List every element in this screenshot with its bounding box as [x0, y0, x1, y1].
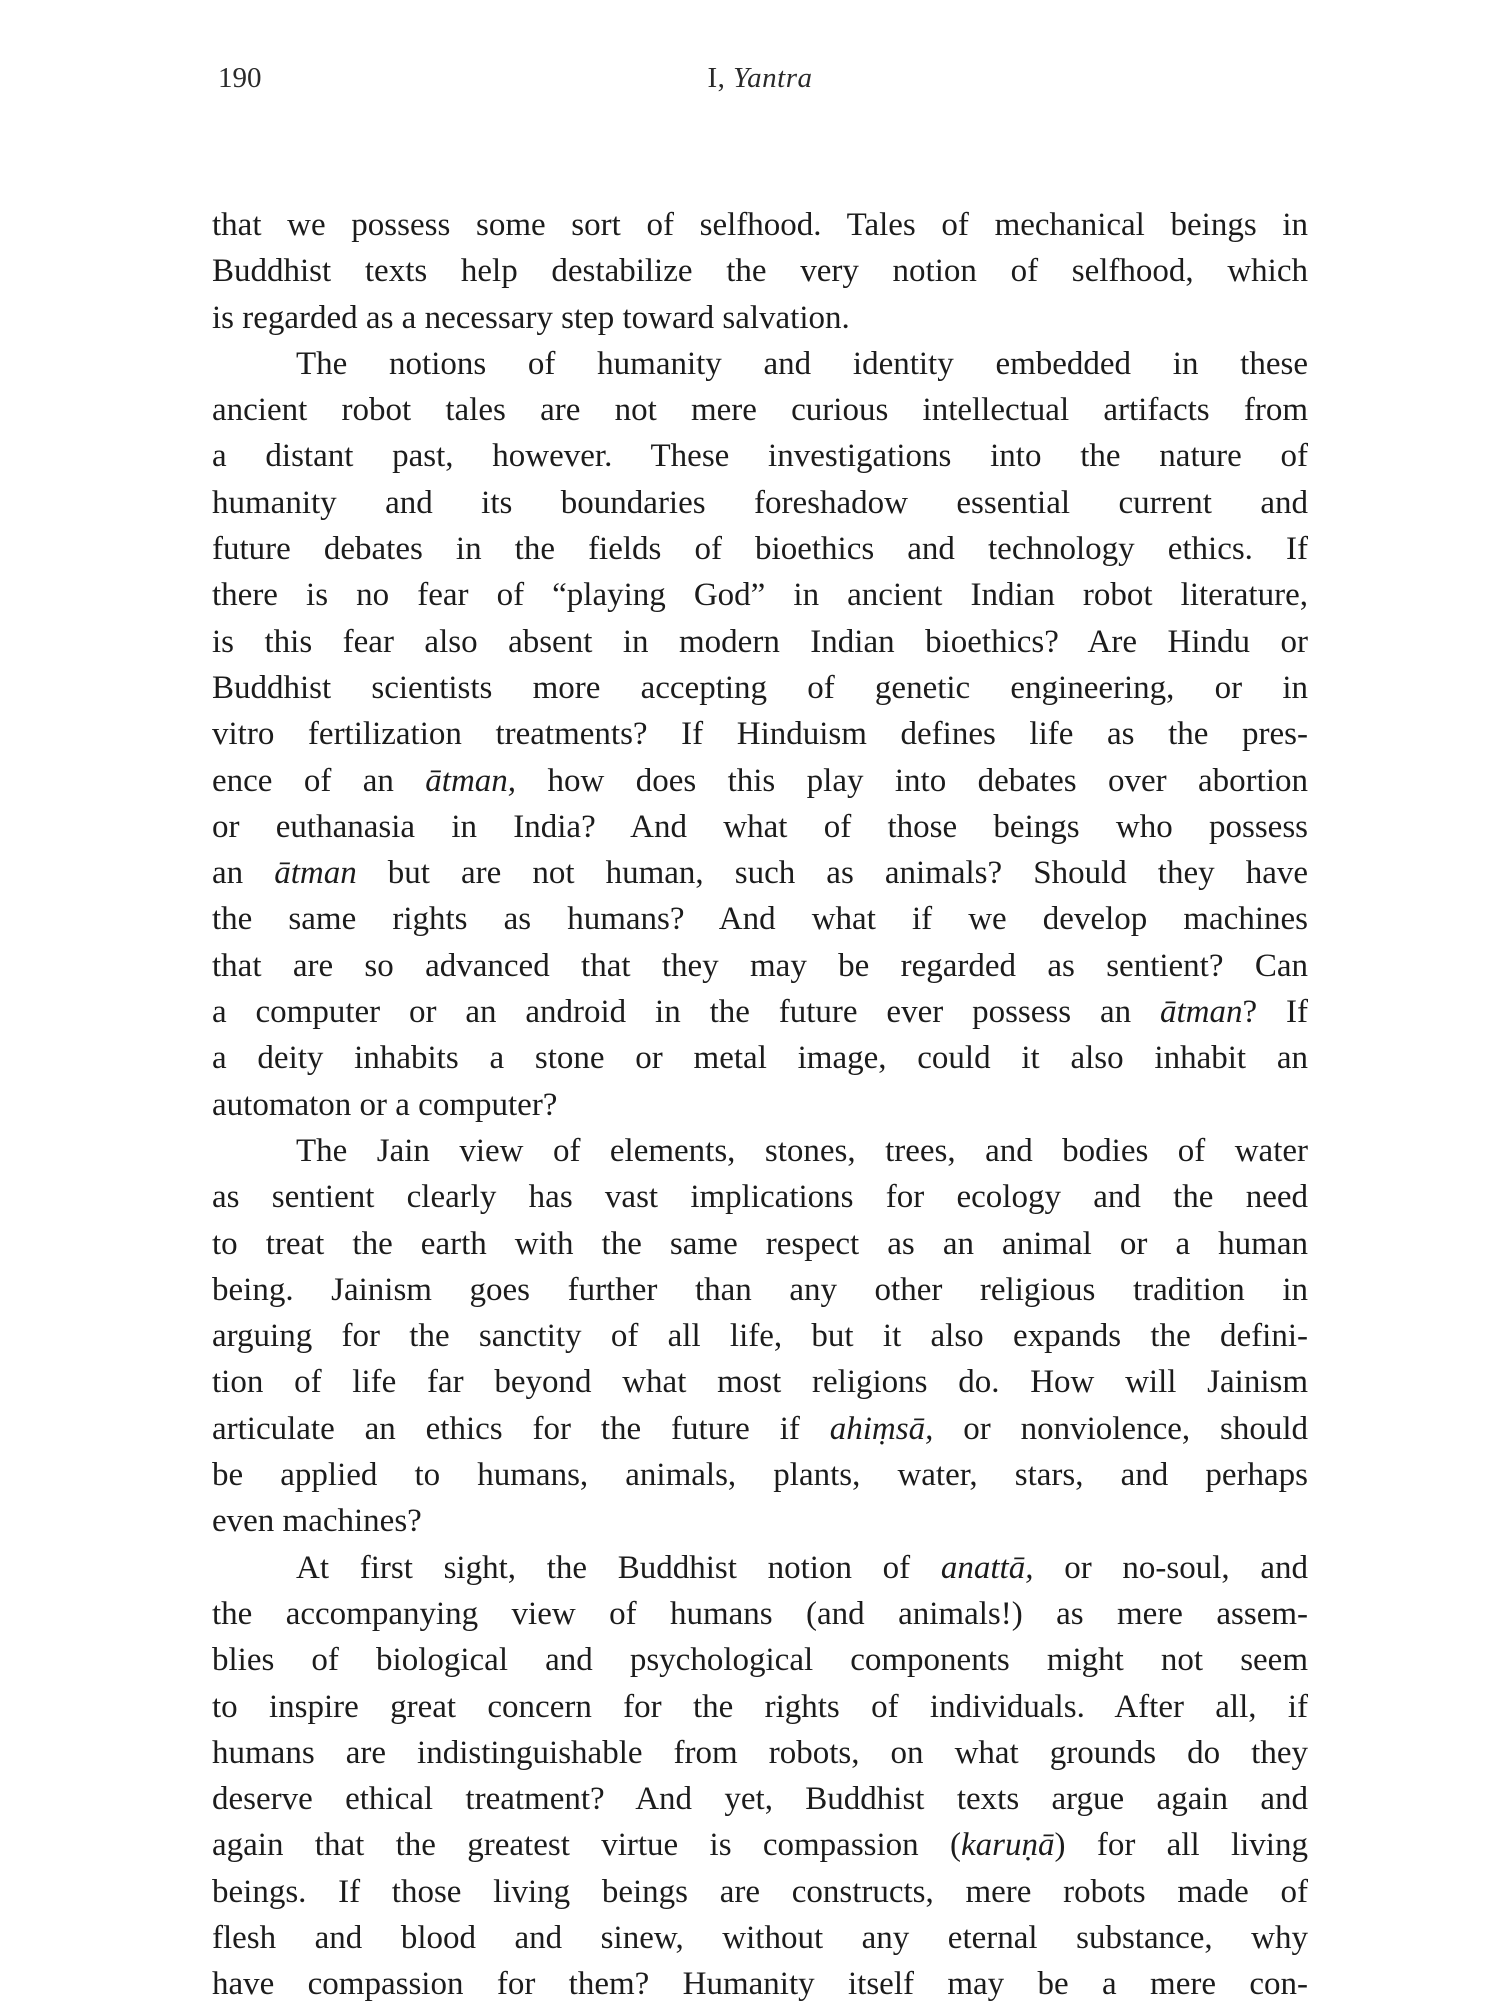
text-line: [212, 1776, 1308, 1822]
text-segment: Buddhist scientists more accepting of genetic engineering, or in: [212, 669, 1308, 706]
text-line: [212, 1915, 1308, 1961]
text-segment: The notions of humanity and identity embedded in these: [296, 345, 1308, 382]
text-line: [212, 665, 1308, 711]
text-segment: humans are indistinguishable from robots, on what grounds do they: [212, 1734, 1308, 1771]
text-line: [212, 1822, 1308, 1868]
text-segment: or nonviolence, should: [933, 1410, 1308, 1447]
text-segment: ) for all living: [1054, 1827, 1308, 1864]
text-segment: automaton or a computer?: [212, 1086, 558, 1123]
text-segment: a distant past, however. These investigations into the nature of: [212, 438, 1308, 475]
text-line: [212, 1730, 1308, 1776]
text-segment: a deity inhabits a stone or metal image, could it also inhabit an: [212, 1040, 1308, 1077]
book-title-prefix: I,: [707, 62, 734, 94]
italic-term: ātman,: [425, 762, 517, 799]
italic-term: ātman: [1160, 994, 1243, 1031]
text-line: [212, 1684, 1308, 1730]
text-line: [212, 989, 1308, 1035]
text-segment: tion of life far beyond what most religions do. How will Jainism: [212, 1364, 1308, 1401]
text-segment: have compassion for them? Humanity itself may be a mere con-: [212, 1966, 1308, 2003]
text-line: [212, 804, 1308, 850]
text-segment: to treat the earth with the same respect as an animal or a human: [212, 1225, 1308, 1262]
text-segment: is this fear also absent in modern Indian bioethics? Are Hindu or: [212, 623, 1308, 660]
body-text: [212, 202, 1308, 2008]
text-segment: At first sight, the Buddhist notion of: [296, 1549, 941, 1586]
text-segment: is regarded as a necessary step toward salvation.: [212, 299, 850, 336]
text-line: [212, 711, 1308, 757]
italic-term: karuṇā: [961, 1827, 1055, 1864]
text-segment: but are not human, such as animals? Should they have: [356, 855, 1308, 892]
book-title: [212, 52, 1308, 104]
italic-term: anattā,: [940, 1549, 1034, 1586]
text-segment: or no-soul, and: [1033, 1549, 1308, 1586]
text-line: [212, 1221, 1308, 1267]
text-segment: how does this play into debates over abortion: [516, 762, 1308, 799]
text-line: [212, 433, 1308, 479]
text-segment: being. Jainism goes further than any other religious tradition in: [212, 1271, 1308, 1308]
text-segment: the accompanying view of humans (and animals!) as mere assem-: [212, 1595, 1308, 1632]
running-head: [212, 52, 1308, 104]
text-segment: blies of biological and psychological components might not seem: [212, 1642, 1308, 1679]
text-line: [212, 1174, 1308, 1220]
text-segment: The Jain view of elements, stones, trees, and bodies of water: [296, 1132, 1308, 1169]
text-line: [212, 619, 1308, 665]
text-line: [212, 202, 1308, 248]
text-line: [212, 1313, 1308, 1359]
text-line: [212, 1267, 1308, 1313]
text-segment: or euthanasia in India? And what of those beings who possess: [212, 808, 1308, 845]
text-line: [212, 1545, 1308, 1591]
text-segment: beings. If those living beings are constructs, mere robots made of: [212, 1873, 1308, 1910]
text-line: [212, 1406, 1308, 1452]
text-line: [212, 1637, 1308, 1683]
text-segment: future debates in the fields of bioethics and technology ethics. If: [212, 531, 1308, 568]
text-segment: ence of an: [212, 762, 426, 799]
text-segment: ? If: [1242, 994, 1308, 1031]
text-line: [212, 1869, 1308, 1915]
text-line: [212, 1359, 1308, 1405]
text-segment: to inspire great concern for the rights of individuals. After all, if: [212, 1688, 1308, 1725]
text-line: [212, 758, 1308, 804]
text-segment: arguing for the sanctity of all life, but it also expands the defini-: [212, 1318, 1308, 1355]
text-line: [212, 341, 1308, 387]
text-line: [212, 943, 1308, 989]
text-segment: as sentient clearly has vast implications for ecology and the need: [212, 1179, 1308, 1216]
text-segment: humanity and its boundaries foreshadow essential current and: [212, 484, 1308, 521]
text-segment: the same rights as humans? And what if we develop machines: [212, 901, 1308, 938]
text-segment: that we possess some sort of selfhood. Tales of mechanical beings in: [212, 207, 1308, 243]
text-segment: be applied to humans, animals, plants, water, stars, and perhaps: [212, 1457, 1308, 1494]
text-line: [212, 387, 1308, 433]
text-line: [212, 1035, 1308, 1081]
text-line: [212, 1961, 1308, 2007]
text-line: [212, 480, 1308, 526]
text-line: [212, 1591, 1308, 1637]
text-segment: again that the greatest virtue is compassion (: [212, 1827, 962, 1864]
text-line: [212, 1128, 1308, 1174]
page-number: 190: [218, 62, 262, 94]
text-line: [212, 295, 1308, 341]
text-line: [212, 572, 1308, 618]
text-segment: Buddhist texts help destabilize the very notion of selfhood, which: [212, 253, 1308, 290]
italic-term: ātman: [274, 855, 357, 892]
text-segment: deserve ethical treatment? And yet, Buddhist texts argue again and: [212, 1781, 1308, 1818]
text-segment: even machines?: [212, 1503, 422, 1540]
text-segment: ancient robot tales are not mere curious intellectual artifacts from: [212, 392, 1308, 429]
text-line: [212, 1082, 1308, 1128]
text-segment: vitro fertilization treatments? If Hinduism defines life as the pres-: [212, 716, 1308, 753]
text-segment: there is no fear of “playing God” in ancient Indian robot literature,: [212, 577, 1308, 614]
text-line: [212, 1452, 1308, 1498]
text-line: [212, 1498, 1308, 1544]
text-segment: flesh and blood and sinew, without any eternal substance, why: [212, 1919, 1308, 1956]
text-line: [212, 896, 1308, 942]
text-segment: a computer or an android in the future ever possess an: [212, 994, 1160, 1031]
text-segment: an: [212, 855, 275, 892]
book-page: [212, 52, 1308, 2008]
text-segment: that are so advanced that they may be regarded as sentient? Can: [212, 947, 1308, 984]
text-line: [212, 850, 1308, 896]
text-line: [212, 248, 1308, 294]
text-line: [212, 526, 1308, 572]
book-title-italic: Yantra: [733, 62, 813, 94]
text-segment: articulate an ethics for the future if: [212, 1410, 830, 1447]
italic-term: ahiṃsā,: [829, 1410, 934, 1447]
